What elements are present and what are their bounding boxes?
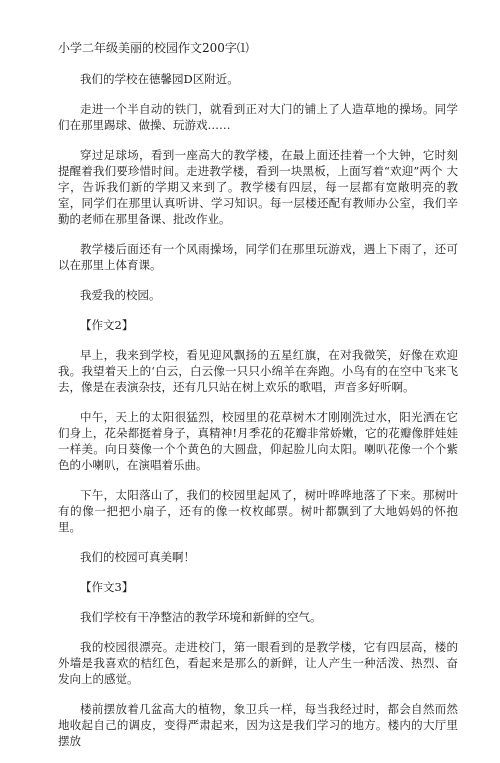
paragraph-clean-environment: 我们学校有干净整洁的教学环境和新鲜的空气。	[80, 610, 322, 624]
document-title: 小学二年级美丽的校园作文200字⑴	[58, 41, 249, 55]
paragraph-plants-lobby: 楼前摆放着几盆高大的植物，象卫兵一样，每当我经过时，都会自然而然 地收起自己的调皮，变得严肃起来，因为这是我们学习的地方。楼内的大厅里 摆放	[58, 702, 458, 748]
paragraph-love-school: 我爱我的校园。	[80, 288, 161, 302]
paragraph-school-location: 我们的学校在德馨园D区附近。	[80, 72, 239, 86]
paragraph-noon: 中午，天上的太阳很猛烈，校园里的花草树木才刚刚洗过水，阳光洒在它 们身上，花朵都挺着身子，真精神!月季花的花瓣非常娇嫩，它的花瓣像胖娃娃 一样美。向日葵像一个个黄色的大圆盘，仰起脸儿向太阳。喇叭花像一个个紫 色的小喇叭，在演唱着乐曲。	[58, 410, 458, 472]
paragraph-teaching-building: 穿过足球场，看到一座高大的教学楼，在最上面还挂着一个大钟，它时刻 提醒着我们要珍惜时间。走进教学楼，看到一块黑板，上面写着“欢迎”两个 大字，告诉我们新的学期又来到了。教学楼有四层，每一层都有宽敞明亮的教 室，同学们在那里认真听讲、学习知识。每一层楼还配有教师办公室，我们辛 勤的老师在那里备课、批改作业。	[58, 148, 458, 226]
paragraph-playground: 走进一个半自动的铁门，就看到正对大门的铺上了人造草地的操场。同学 们在那里踢球、做操、玩游戏……	[58, 102, 458, 132]
paragraph-beautiful-school: 我们的校园可真美啊！	[80, 550, 195, 564]
paragraph-building-exterior: 我的校园很漂亮。走进校门，第一眼看到的是教学楼，它有四层高，楼的 外墙是我喜欢的桔红色，看起来是那么的新鲜，让人产生一种活泼、热烈、奋 发向上的感觉。	[58, 640, 458, 686]
section-heading-essay-3: 【作文3】	[80, 580, 134, 594]
paragraph-afternoon: 下午，太阳落山了，我们的校园里起风了，树叶哗哗地落了下来。那树叶 有的像一把把小扇子，还有的像一枚枚邮票。树叶都飘到了大地妈妈的怀抱 里。	[58, 488, 458, 534]
paragraph-rain-playground: 教学楼后面还有一个风雨操场，同学们在那里玩游戏，遇上下雨了，还可 以在那里上体育课。	[58, 242, 458, 272]
paragraph-morning: 早上，我来到学校，看见迎风飘扬的五星红旗，在对我微笑，好像在欢迎 我。我望着天上的‘白云，白云像一只只小绵羊在奔跑。小鸟有的在空中飞来飞 去，像是在表演杂技，还有几只站在树上欢乐的歌唱，声音多好听啊。	[58, 348, 458, 394]
section-heading-essay-2: 【作文2】	[80, 318, 134, 332]
document-page	[58, 40, 458, 763]
